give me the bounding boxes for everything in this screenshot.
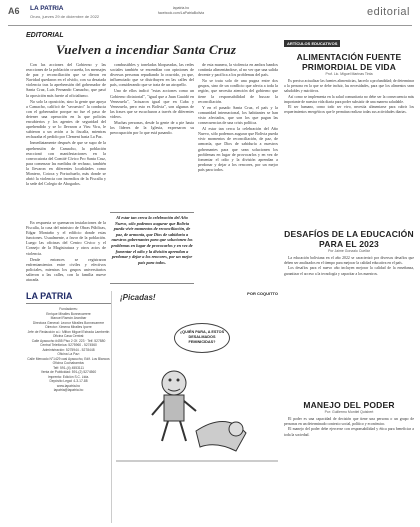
- paragraph: El poder es una capacidad de decisión que tiene una persona o un grupo de personas en un determinado contexto social, político y económico.: [284, 417, 414, 427]
- dateline: Oruro, jueves 29 de diciembre de 2022: [30, 14, 100, 19]
- paragraph: Uno de ellos indicó "estas acciones como un Gobierno dictatorial", "igual que a Juan Guaidó en Venezuela", "actuaron igual que en Cuba y Venezuela, pero esto es Bolivia", son algunas de las frases que se escucharon a través de diferentes videos.: [110, 88, 194, 119]
- masthead-line: Oficina Casa Central:: [52, 334, 85, 338]
- masthead-line: Fundadores:: [59, 307, 78, 311]
- masthead-line: Calle Mercado N°1429 casi Ayacucho, Edif. Los Blancos: [27, 356, 110, 361]
- article-desafios: [284, 229, 414, 386]
- article-title: MANEJO DEL PODER: [303, 400, 395, 410]
- paragraph: El ser humano, como todo ser vivo, necesita alimentarse para cubrir los requerimientos energéticos que le permitan realizar todas sus actividades diarias.: [284, 105, 414, 115]
- cartoon-brand: ¡Picadas!: [120, 293, 156, 302]
- masthead-line: lapatria@lapatria.bo: [53, 388, 84, 392]
- masthead-line: Central Telefónica: 5275960 - 5274560: [40, 343, 97, 347]
- newspaper-logo: LA PATRIA: [30, 5, 64, 12]
- masthead-line: www.lapatria.bo: [56, 383, 81, 388]
- paragraph: Muchas personas, desde la gente de a pie hasta los líderes de la Iglesia, expresaron su preocupación por lo que está pasando.: [110, 120, 194, 136]
- masthead-line: Oficina La Paz:: [57, 352, 80, 356]
- editorial-col-3: [198, 62, 278, 282]
- paragraph: Desde entonces se registraron enfrentamientos entre civiles y efectivos policiales, mientras los grupos universitarios salieron a las calles, con la familia nueve atacada.: [26, 256, 106, 282]
- masthead-line: Oficina Cochabamba:: [52, 361, 85, 365]
- paragraph: de esta manera, la violencia en ambos bandos continúa alimentándose, al no ver que una salida decente y pacífica a los problemas del país.: [198, 62, 278, 78]
- paragraph: No solo la oposición, sino la gente que apoya a Camacho, calificó de "secuestro" la conducta con el gobernador porque no fue el paso de detener una operación en la que policías encubiertos y los agentes de seguridad del aprehendido y se lo llevaron a Viru Viru, le subieron a un avión a la fiscalía, mientras rechazaba el pedido por Clement hasta La Paz.: [26, 98, 106, 140]
- masthead-line: Enrique Miralles Bonnecarrere: [46, 311, 91, 316]
- masthead-line: Director: Ximena Miralles Iporre: [45, 325, 92, 329]
- article-body: [284, 417, 414, 527]
- section-tag: ARTÍCULOS EDUCATIVOS: [284, 40, 340, 47]
- masthead-line: Depósito Legal: 4-3-17-88: [49, 379, 88, 383]
- masthead-line: Telf: 591-(4) 4553111: [53, 365, 84, 370]
- section-name: editorial: [366, 6, 410, 18]
- paragraph: Con las acciones del Gobierno y las reacciones de la población cruceña, los mensajes de paz y reconciliación que se dieron en Navidad quedaron en el olvido, con su desatada violencia tras la aprehensión del gobernador de Santa Cruz, Luis Fernando Camacho, que pasó la oposición más fuerte al oficialismo.: [26, 62, 106, 98]
- paragraph: Así como se implementa en la salud comunitaria no debe ser la consecuencia más importante de nuestra vida diaria para poder subsistir de una manera saludable.: [284, 94, 414, 104]
- masthead-line: Directora General: Leonor Miralles Bonnecarrere: [32, 320, 105, 325]
- editorial-col-1b: [26, 220, 106, 282]
- social-link[interactable]: facebook.com/LaPatriaBolivia: [158, 11, 205, 15]
- paragraph: Inmediatamente después de que se supo de la aprehensión de Camacho, la población reaccionó con manifestaciones en la convocatoria del Comité Cívico Pro Santa Cruz, para comenzar las medidas de rechazo, también la llevaron en diferentes localidades como Montero, Cotoca y Portachuelo, más donde se abrió la violencia con incendios de la Fiscalía y la sede del Colegio de Abogados.: [26, 140, 106, 187]
- paragraph: La educación boliviana en el año 2022 se caracterizó por diversos desafíos que deben ser analizados en el tiempo para mejorar la calidad educativa en el país.: [284, 256, 414, 266]
- masthead-box: [26, 291, 112, 523]
- article-title: ALIMENTACIÓN FUENTE PRIMORDIAL DE VIDA: [296, 52, 402, 72]
- cartoon: [116, 291, 278, 523]
- editorial-col-2: [110, 62, 194, 208]
- paragraph: En respuesta se quemaron instalaciones de la Fiscalía, la casa del ministro de Obras Públicas, Edgar Montaño y el edificio donde estas funciones. Usualmente, a favor de la población. Luego las oficinas del Centro Civico y el Consejo de la Magistratura y otros actos de violencia.: [26, 220, 106, 256]
- header-contact: [158, 6, 204, 16]
- paragraph: combustibles y toneladas bloqueadas, las redes sociales también se encendían con opiniones de diversas personas repudiando lo ocurrido, ya que, influenciado que se distribuyen en las calles del país, considerando que se trata de un atropello.: [110, 62, 194, 88]
- article-body: [284, 256, 414, 386]
- paragraph: No se trata solo de una pugna entre dos grupos, sino de un conflicto que afecta a toda la región, que necesita atención del gobierno que tiene la responsabilidad de buscar la reconciliación.: [198, 78, 278, 104]
- pull-quote: Al estar tan cerca la celebración del Año Nuevo, sólo podemos augurar que Bolivia pueda vivir momentos de reconciliación, de paz, de armonía, que Dios de sabiduría a nuestros gobernantes para que solucionen los problemas en lugar de provocarlos y en vez de fomentar el odio y la división aprendan a perdonar y dejar a los rencores, por un mejor país para todos.: [110, 212, 194, 284]
- cartoon-credit: POR COQUITTO: [247, 291, 278, 296]
- paragraph: Y en el pasado Santa Cruz, el país y la comunidad internacional, los habitantes se han visto afectados, que son los que pagan las consecuencias de una crisis política.: [198, 104, 278, 126]
- article-byline: Por: Guillermo Montiel Quisbert: [324, 410, 374, 414]
- article-title: DESAFÍOS DE LA EDUCACIÓN PARA EL 2023: [284, 229, 414, 249]
- article-byline: Prof. Lic. Miguel Marinas Tinta: [325, 72, 373, 76]
- masthead-line: Calle Ayacucho #455 Piso 2 Of. 223 · Telf. 527880: [31, 338, 106, 343]
- masthead-line: Administración: 5275944 - 5278448: [42, 347, 95, 352]
- masthead-line: Venta de Publicidad: 591-(2) 5274560: [40, 370, 97, 374]
- paragraph: Los desafíos para el nuevo año incluyen mejorar la calidad de la enseñanza, garantizar el acceso a la tecnología y capacitar a los maestros.: [284, 266, 414, 276]
- right-column: [284, 32, 414, 522]
- masthead-line: Jefe de Redacción a.i.: Milton Miguel Estrada Lambertin: [27, 329, 110, 334]
- cartoon-illustration-icon: [116, 291, 278, 523]
- masthead-logo: LA PATRIA: [26, 291, 111, 304]
- article-byline: Por Jaime Gonzalo Cuellar: [328, 249, 370, 253]
- paragraph: Es preciso actualizar las fuentes alimenticias, hacerlo a profundidad; de determinar a la persona en la que se debe incluir, las necesidades, para que los alimentos sean saludables y nutritivos.: [284, 79, 414, 94]
- editorial-label: EDITORIAL: [26, 32, 64, 39]
- page-header: [8, 4, 412, 26]
- masthead-line: Manuel Ramón Araníbar: [50, 316, 87, 320]
- masthead-line: Imprenta: Edición S.C. Ltda.: [47, 374, 90, 379]
- article-body: [284, 79, 414, 215]
- site-link[interactable]: lapatria.bo: [172, 6, 190, 10]
- page-number: A6: [8, 6, 20, 16]
- editorial-title: Vuelven a incendiar Santa Cruz: [56, 42, 237, 57]
- article-manejo-poder: [284, 400, 414, 527]
- speech-bubble: ¿QUIÉN PARA, A ESTOS DESALMADOS FEMINICIDAS?: [174, 323, 230, 353]
- masthead-lines: [26, 307, 111, 393]
- article-alimentacion: [284, 52, 414, 215]
- paragraph: El manejo del poder debe ejercerse con responsabilidad y ética para beneficiar a toda la sociedad.: [284, 427, 414, 437]
- paragraph: Al estar tan cerca la celebración del Año Nuevo, sólo podemos augurar que Bolivia pueda vivir momentos de reconciliación, de paz, de armonía, que Dios de sabiduría a nuestros gobernantes para que sean solucionen los problemas en lugar de provocarlos y en vez de fomentar el odio y la división aprendan a perdonar y dejar a los rencores, por un mejor país para todos.: [198, 126, 278, 172]
